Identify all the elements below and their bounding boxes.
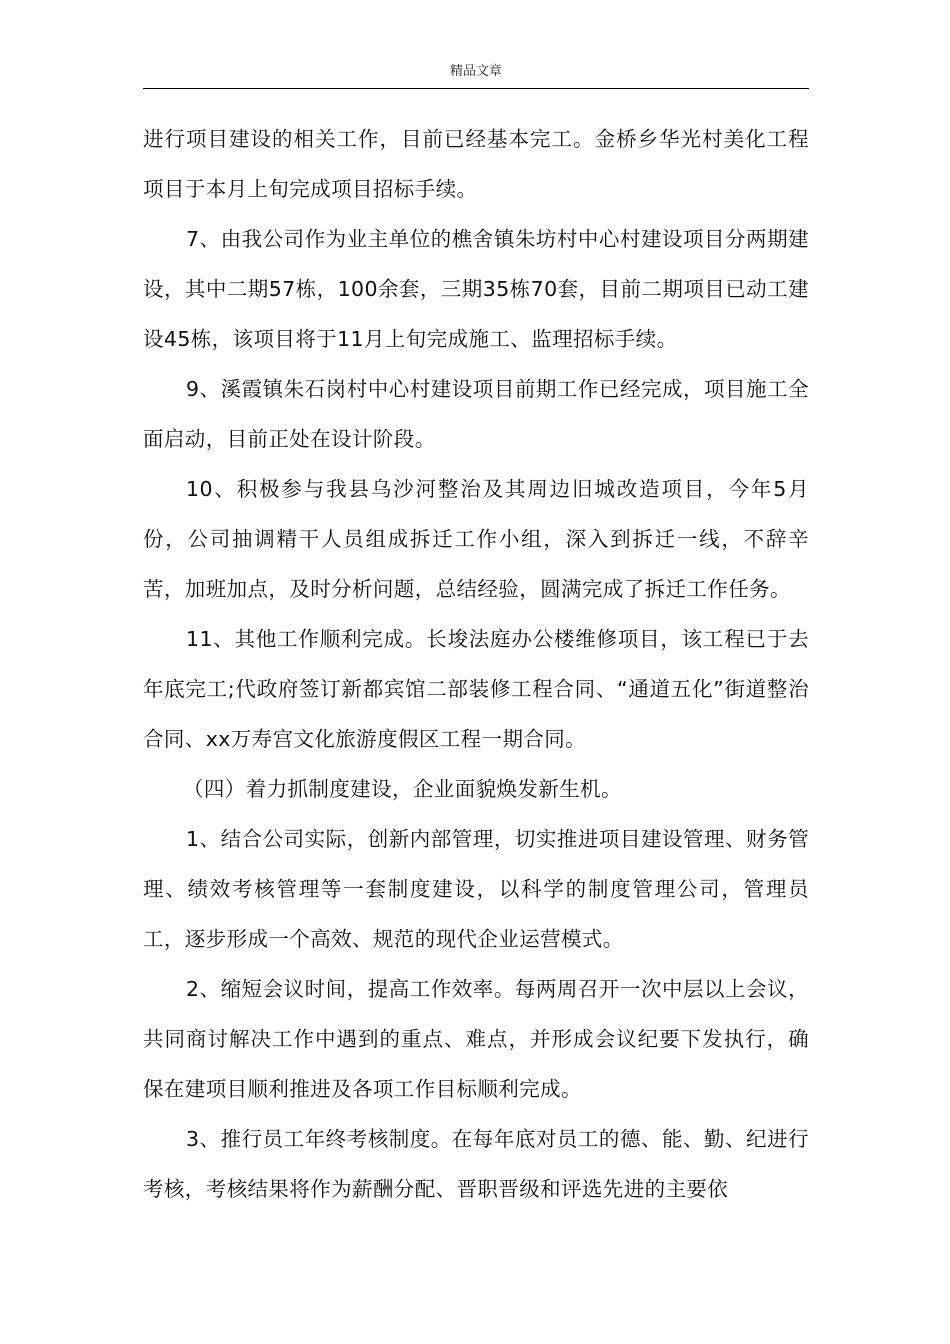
paragraph-item-9: 9、溪霞镇朱石岗村中心村建设项目前期工作已经完成，项目施工全面启动，目前正处在设计阶段。 xyxy=(143,377,809,451)
header-title: 精品文章 xyxy=(449,64,502,79)
paragraph-section4-item-1: 1、结合公司实际，创新内部管理，切实推进项目建设管理、财务管理、绩效考核管理等一套制度建设，以科学的制度管理公司，管理员工，逐步形成一个高效、规范的现代企业运营模式。 xyxy=(143,827,809,951)
document-body xyxy=(143,114,809,1214)
paragraph-item-11: 11、其他工作顺利完成。长埈法庭办公楼维修项目，该工程已于去年底完工;代政府签订新都宾馆二部装修工程合同、“通道五化”街道整治合同、xx万寿宫文化旅游度假区工程一期合同。 xyxy=(143,627,809,751)
paragraph-section4-item-3: 3、推行员工年终考核制度。在每年底对员工的德、能、勤、纪进行考核，考核结果将作为薪酬分配、晋职晋级和评选先进的主要依 xyxy=(143,1127,809,1201)
paragraph-item-10: 10、积极参与我县乌沙河整治及其周边旧城改造项目，今年5月份，公司抽调精干人员组成拆迁工作小组，深入到拆迁一线，不辞辛苦，加班加点，及时分析问题，总结经验，圆满完成了拆迁工作任务。 xyxy=(143,477,809,601)
paragraph-continuation: 进行项目建设的相关工作，目前已经基本完工。金桥乡华光村美化工程项目于本月上旬完成项目招标手续。 xyxy=(143,127,809,201)
paragraph-section4-item-2: 2、缩短会议时间，提高工作效率。每两周召开一次中层以上会议，共同商讨解决工作中遇到的重点、难点，并形成会议纪要下发执行，确保在建项目顺利推进及各项工作目标顺利完成。 xyxy=(143,977,809,1101)
section-heading-4: （四）着力抓制度建设，企业面貌焕发新生机。 xyxy=(183,777,622,801)
paragraph-item-7: 7、由我公司作为业主单位的樵舍镇朱坊村中心村建设项目分两期建设，其中二期57栋，100余套，三期35栋70套，目前二期项目已动工建设45栋，该项目将于11月上旬完成施工、监理招标手续。 xyxy=(143,227,809,351)
page-header xyxy=(143,62,809,89)
